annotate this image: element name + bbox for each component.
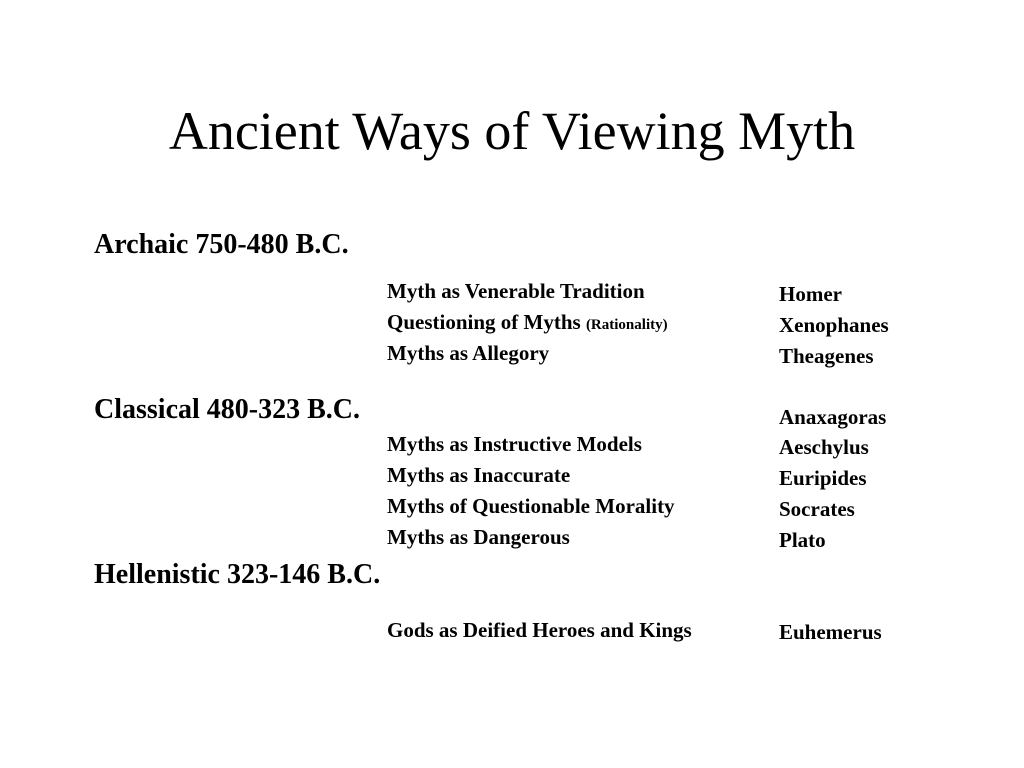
- view-allegory: [387, 343, 549, 364]
- person-anaxagoras: Anaxagoras: [779, 405, 887, 429]
- view-questioning: [387, 312, 668, 333]
- view-text: Myths as Instructive Models: [387, 432, 642, 456]
- view-dangerous: [387, 527, 570, 548]
- view-note: (Rationality): [585, 317, 668, 333]
- person-euripides: Euripides: [779, 466, 867, 490]
- period-archaic: Archaic 750-480 B.C.: [94, 229, 349, 260]
- period-hellenistic: Hellenistic 323-146 B.C.: [94, 559, 381, 590]
- slide-title: Ancient Ways of Viewing Myth: [168, 101, 856, 161]
- view-text: Myths as Allegory: [387, 341, 550, 365]
- person-homer: Homer: [779, 282, 842, 306]
- person-xenophanes: Xenophanes: [779, 313, 889, 337]
- person-euhemerus: Euhemerus: [779, 620, 882, 644]
- view-text: Myths as Inaccurate: [387, 463, 571, 487]
- person-aeschylus: Aeschylus: [779, 435, 869, 459]
- person-socrates: Socrates: [779, 497, 855, 521]
- view-text: Myths as Dangerous: [387, 525, 570, 549]
- view-text: Myths of Questionable Morality: [387, 494, 675, 518]
- view-instructive-models: [387, 434, 642, 455]
- view-deified-heroes: [387, 620, 692, 641]
- person-theagenes: Theagenes: [779, 344, 874, 368]
- view-venerable-tradition: [387, 281, 645, 302]
- view-text: Questioning of Myths: [387, 310, 581, 334]
- view-inaccurate: [387, 465, 570, 486]
- view-text: Gods as Deified Heroes and Kings: [387, 618, 692, 642]
- view-questionable-morality: [387, 496, 675, 517]
- view-text: Myth as Venerable Tradition: [387, 279, 645, 303]
- person-plato: Plato: [779, 528, 826, 552]
- period-classical: Classical 480-323 B.C.: [94, 394, 360, 425]
